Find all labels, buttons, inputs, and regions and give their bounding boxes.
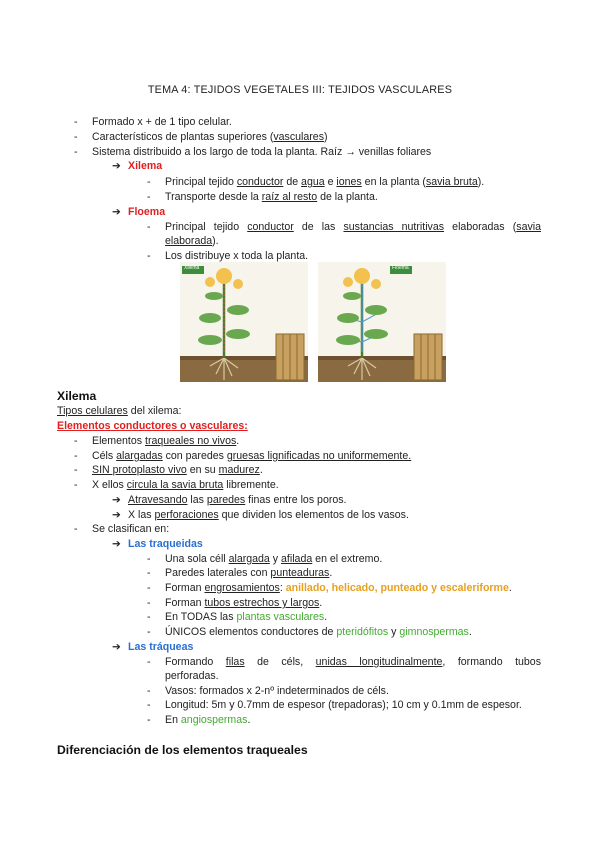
list-item: Paredes laterales con punteaduras.: [165, 567, 333, 579]
bullet-dash: -: [147, 582, 151, 594]
figure-tag: Xilema: [184, 265, 200, 271]
bullet-dash: -: [74, 450, 78, 462]
list-item: Atravesando las paredes finas entre los poros.: [128, 494, 347, 506]
bullet-dash: -: [147, 191, 151, 203]
bullet-dash: -: [74, 523, 78, 535]
list-item: Se clasifican en:: [92, 523, 170, 535]
traqueas-heading: Las tráqueas: [128, 641, 194, 653]
list-item: X ellos circula la savia bruta libremente.: [92, 479, 279, 491]
list-item: Vasos: formados x 2-nº indeterminados de céls.: [165, 685, 389, 697]
page-title: TEMA 4: TEJIDOS VEGETALES III: TEJIDOS VASCULARES: [147, 84, 453, 96]
list-item: Principal tejido conductor de agua e iones en la planta (savia bruta).: [165, 176, 485, 188]
floema-subheading: Floema: [128, 206, 166, 218]
list-item: Céls alargadas con paredes gruesas lignificadas no uniformemente.: [92, 450, 412, 462]
section-heading-xilema: Xilema: [57, 389, 97, 403]
bullet-dash: -: [74, 146, 78, 158]
list-item: Sistema distribuido a los largo de toda la planta. Raíz → venillas foliares: [92, 146, 432, 158]
list-item: En angiospermas.: [165, 714, 251, 726]
bullet-dash: -: [147, 567, 151, 579]
list-item: En TODAS las plantas vasculares.: [165, 611, 328, 623]
arrow-icon: ➔: [112, 641, 121, 653]
subheading: Tipos celulares del xilema:: [57, 405, 182, 417]
arrow-icon: ➔: [112, 538, 121, 550]
bullet-dash: -: [147, 221, 151, 233]
list-item-cont: elaborada).: [165, 235, 219, 247]
list-item: Longitud: 5m y 0.7mm de espesor (trepadoras); 10 cm y 0.1mm de espesor.: [165, 699, 522, 711]
list-item: Característicos de plantas superiores (vasculares): [92, 131, 328, 143]
bullet-dash: -: [74, 435, 78, 447]
bullet-dash: -: [74, 464, 78, 476]
arrow-icon: ➔: [112, 206, 121, 218]
section-heading-diferenciacion: Diferenciación de los elementos traqueales: [57, 743, 308, 757]
bullet-dash: -: [147, 611, 151, 623]
arrow-icon: ➔: [112, 160, 121, 172]
bullet-dash: -: [147, 176, 151, 188]
list-item: Principal tejido conductor de las sustancias nutritivas elaboradas (savia: [165, 221, 541, 233]
xilema-subheading: Xilema: [128, 160, 163, 172]
red-heading: Elementos conductores o vasculares:: [57, 420, 248, 432]
list-item: SIN protoplasto vivo en su madurez.: [92, 464, 263, 476]
list-item: Forman engrosamientos: anillado, helicado, punteado y escaleriforme.: [165, 582, 512, 594]
floema-figure: [318, 262, 446, 382]
list-item-cont: perforadas.: [165, 670, 219, 682]
list-item: ÚNICOS elementos conductores de pteridófitos y gimnospermas.: [165, 626, 472, 638]
bullet-dash: -: [147, 597, 151, 609]
bullet-dash: -: [147, 553, 151, 565]
bullet-dash: -: [74, 116, 78, 128]
list-item: X las perforaciones que dividen los elementos de los vasos.: [128, 509, 409, 521]
bullet-dash: -: [147, 699, 151, 711]
xilema-figure: [180, 262, 308, 382]
list-item: Formado x + de 1 tipo celular.: [92, 116, 232, 128]
traqueidas-heading: Las traqueidas: [128, 538, 203, 550]
arrow-icon: ➔: [112, 509, 121, 521]
list-item: Transporte desde la raíz al resto de la planta.: [165, 191, 378, 203]
bullet-dash: -: [147, 714, 151, 726]
bullet-dash: -: [74, 479, 78, 491]
list-item: Formando filas de céls, unidas longitudinalmente, formando tubos: [165, 656, 541, 668]
list-item: Elementos traqueales no vivos.: [92, 435, 240, 447]
bullet-dash: -: [147, 250, 151, 262]
list-item: Una sola céll alargada y afilada en el extremo.: [165, 553, 383, 565]
bullet-dash: -: [147, 626, 151, 638]
list-item: Los distribuye x toda la planta.: [165, 250, 309, 262]
list-item: Forman tubos estrechos y largos.: [165, 597, 323, 609]
bullet-dash: -: [147, 656, 151, 668]
figure-tag: Floema: [392, 265, 409, 271]
bullet-dash: -: [74, 131, 78, 143]
arrow-icon: ➔: [112, 494, 121, 506]
bullet-dash: -: [147, 685, 151, 697]
